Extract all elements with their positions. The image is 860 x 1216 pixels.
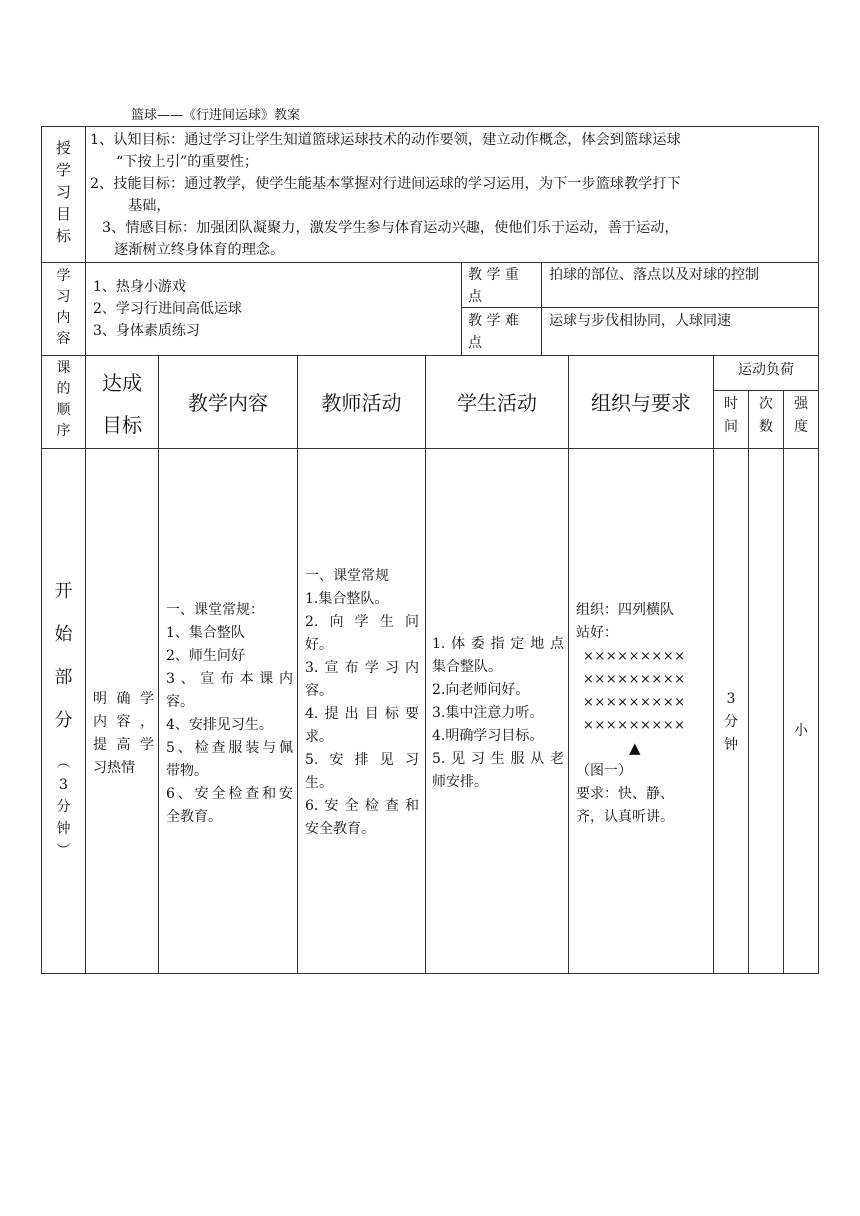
teacher-line: 2.向学生问	[305, 614, 419, 630]
label-char: 学	[55, 161, 71, 179]
phase-char: 分	[56, 799, 71, 815]
label-line: 教 学 难	[468, 313, 519, 329]
page-title: 篮球——《行进间运球》教案	[131, 108, 301, 123]
teacher-line: 5.安排见习	[305, 752, 419, 768]
intensity-cell: 小	[794, 723, 808, 739]
header-char: 强	[794, 396, 808, 412]
grid-line	[461, 262, 462, 356]
grid-line	[818, 126, 819, 974]
objectives-label	[42, 137, 85, 247]
content-line: 4、安排见习生。	[166, 717, 273, 733]
org-line: 齐，认真听讲。	[576, 809, 674, 825]
phase-char: 分	[54, 710, 73, 731]
label-line: 点	[468, 289, 482, 305]
difficulty-label	[468, 310, 536, 354]
label-line: 教 学 重	[468, 267, 519, 283]
teacher-line: 一、课堂常规	[305, 568, 389, 584]
objective-line: 逐渐树立终身体育的理念。	[114, 242, 285, 258]
content-line: 2、师生问好	[166, 648, 245, 664]
student-activity-cell	[432, 633, 564, 794]
student-line: 3.集中注意力听。	[432, 705, 544, 721]
objective-line: 1、认知目标：通过学习让学生知道篮球运球技术的动作要领，建立动作概念，体会到篮球运球	[90, 132, 681, 148]
phase-label	[42, 570, 85, 742]
teacher-line: 4.提出目标要	[305, 706, 419, 722]
header-char: 度	[794, 419, 808, 435]
label-char: 目	[55, 205, 71, 223]
goal-cell	[93, 688, 154, 780]
grid-line	[568, 355, 569, 974]
goal-line: 明确学	[93, 691, 154, 707]
header-char: 序	[56, 423, 71, 439]
label-char: 习	[55, 183, 71, 201]
content-item: 1、热身小游戏	[93, 279, 186, 295]
phase-char: ︵	[56, 755, 71, 771]
content-item: 2、学习行进间高低运球	[93, 301, 242, 317]
content-line: 带物。	[166, 763, 208, 779]
count-header	[749, 393, 783, 439]
header-char: 时	[724, 396, 738, 412]
objectives-text	[90, 129, 814, 261]
order-header	[42, 358, 85, 442]
time-char: 3	[726, 691, 736, 707]
teacher-line: 容。	[305, 683, 333, 699]
key-point-value: 拍球的部位、落点以及对球的控制	[549, 267, 759, 283]
grid-line	[783, 390, 784, 974]
phase-char: 钟	[56, 821, 71, 837]
goal-line: 提高学	[93, 737, 154, 753]
phase-duration	[42, 752, 85, 862]
grid-line	[297, 355, 298, 974]
label-char: 容	[56, 331, 71, 347]
grid-line	[85, 126, 86, 974]
header-char: 的	[56, 381, 71, 397]
grid-line	[713, 355, 714, 974]
org-line: 要求：快、静、	[576, 786, 674, 802]
header-line: 达成	[102, 371, 142, 395]
header-char: 课	[56, 360, 71, 376]
formation-row: ×××××××××	[583, 718, 686, 733]
student-line: 师安排。	[432, 774, 488, 790]
phase-char: 3	[59, 777, 68, 793]
goal-header	[86, 362, 158, 446]
grid-line	[713, 390, 819, 391]
phase-char: 开	[54, 581, 73, 602]
org-line: （图一）	[576, 763, 632, 779]
time-char: 分	[724, 714, 738, 730]
organization-cell	[576, 599, 710, 829]
label-char: 授	[55, 139, 71, 157]
content-line: 6、安全检查和安	[166, 786, 293, 802]
grid-line	[425, 355, 426, 974]
goal-line: 内容，	[93, 714, 154, 730]
time-char: 钟	[724, 737, 738, 753]
objective-line: 3、情感目标：加强团队凝聚力，激发学生参与体育运动兴趣，使他们乐于运动，善于运动，	[102, 220, 679, 236]
content-item: 3、身体素质练习	[93, 323, 200, 339]
teacher-line: 安全教育。	[305, 821, 375, 837]
student-line: 2.向老师问好。	[432, 682, 530, 698]
student-line: 集合整队。	[432, 659, 502, 675]
header-line: 目标	[102, 413, 142, 437]
header-char: 次	[759, 396, 773, 412]
key-point-label	[468, 264, 536, 308]
teacher-line: 求。	[305, 729, 333, 745]
time-header	[714, 393, 748, 439]
content-line: 5、检查服装与佩	[166, 740, 293, 756]
phase-char: ︶	[56, 843, 71, 859]
organization-header: 组织与要求	[591, 391, 691, 415]
label-char: 标	[55, 227, 71, 245]
label-char: 内	[56, 310, 71, 326]
header-char: 数	[759, 419, 773, 435]
student-line: 4.明确学习目标。	[432, 728, 544, 744]
load-header: 运动负荷	[738, 362, 794, 378]
objective-line: “下按上引”的重要性；	[116, 154, 259, 170]
teacher-line: 1.集合整队。	[305, 591, 389, 607]
header-char: 顺	[56, 402, 71, 418]
objective-line: 基础，	[128, 198, 171, 214]
teacher-line: 6.安全检查和	[305, 798, 419, 814]
label-line: 点	[468, 335, 482, 351]
student-line: 5.见习生服从老	[432, 751, 564, 767]
teacher-activity-header: 教师活动	[321, 391, 402, 415]
student-line: 1.体委指定地点	[432, 636, 564, 652]
content-line: 容。	[166, 694, 194, 710]
org-line: 组织：四列横队	[576, 602, 674, 618]
content-line: 1、集合整队	[166, 625, 245, 641]
difficulty-value: 运球与步伐相协同，人球同速	[549, 313, 731, 329]
teach-content-header: 教学内容	[188, 391, 268, 415]
header-char: 间	[724, 419, 738, 435]
formation-row: ×××××××××	[583, 695, 686, 710]
content-label	[42, 266, 85, 350]
grid-line	[158, 355, 159, 974]
grid-line	[748, 390, 749, 974]
content-line: 一、课堂常规：	[166, 602, 264, 618]
teaching-content-cell	[166, 599, 293, 829]
grid-line	[41, 262, 819, 263]
label-char: 学	[56, 268, 71, 284]
goal-line: 习热情	[93, 760, 135, 776]
time-cell	[714, 688, 748, 757]
formation-row: ×××××××××	[583, 672, 686, 687]
formation-row: ×××××××××	[583, 649, 686, 664]
phase-char: 始	[54, 624, 73, 645]
content-line: 3、宣布本课内	[166, 671, 293, 687]
objective-line: 2、技能目标：通过教学，使学生能基本掌握对行进间运球的学习运用，为下一步篮球教学打下	[90, 176, 681, 192]
grid-line	[41, 126, 819, 127]
phase-char: 部	[54, 667, 73, 688]
teacher-activity-cell	[305, 565, 419, 841]
intensity-header	[784, 393, 818, 439]
label-char: 习	[56, 289, 71, 305]
teacher-line: 生。	[305, 775, 333, 791]
student-activity-header: 学生活动	[457, 391, 537, 415]
teacher-marker-icon: ▲	[629, 739, 642, 757]
content-line: 全教育。	[166, 809, 222, 825]
grid-line	[541, 262, 542, 356]
org-line: 站好：	[576, 625, 618, 641]
formation-diagram	[576, 645, 710, 760]
teacher-line: 3.宣布学习内	[305, 660, 419, 676]
content-items	[93, 276, 453, 342]
teacher-line: 好。	[305, 637, 333, 653]
